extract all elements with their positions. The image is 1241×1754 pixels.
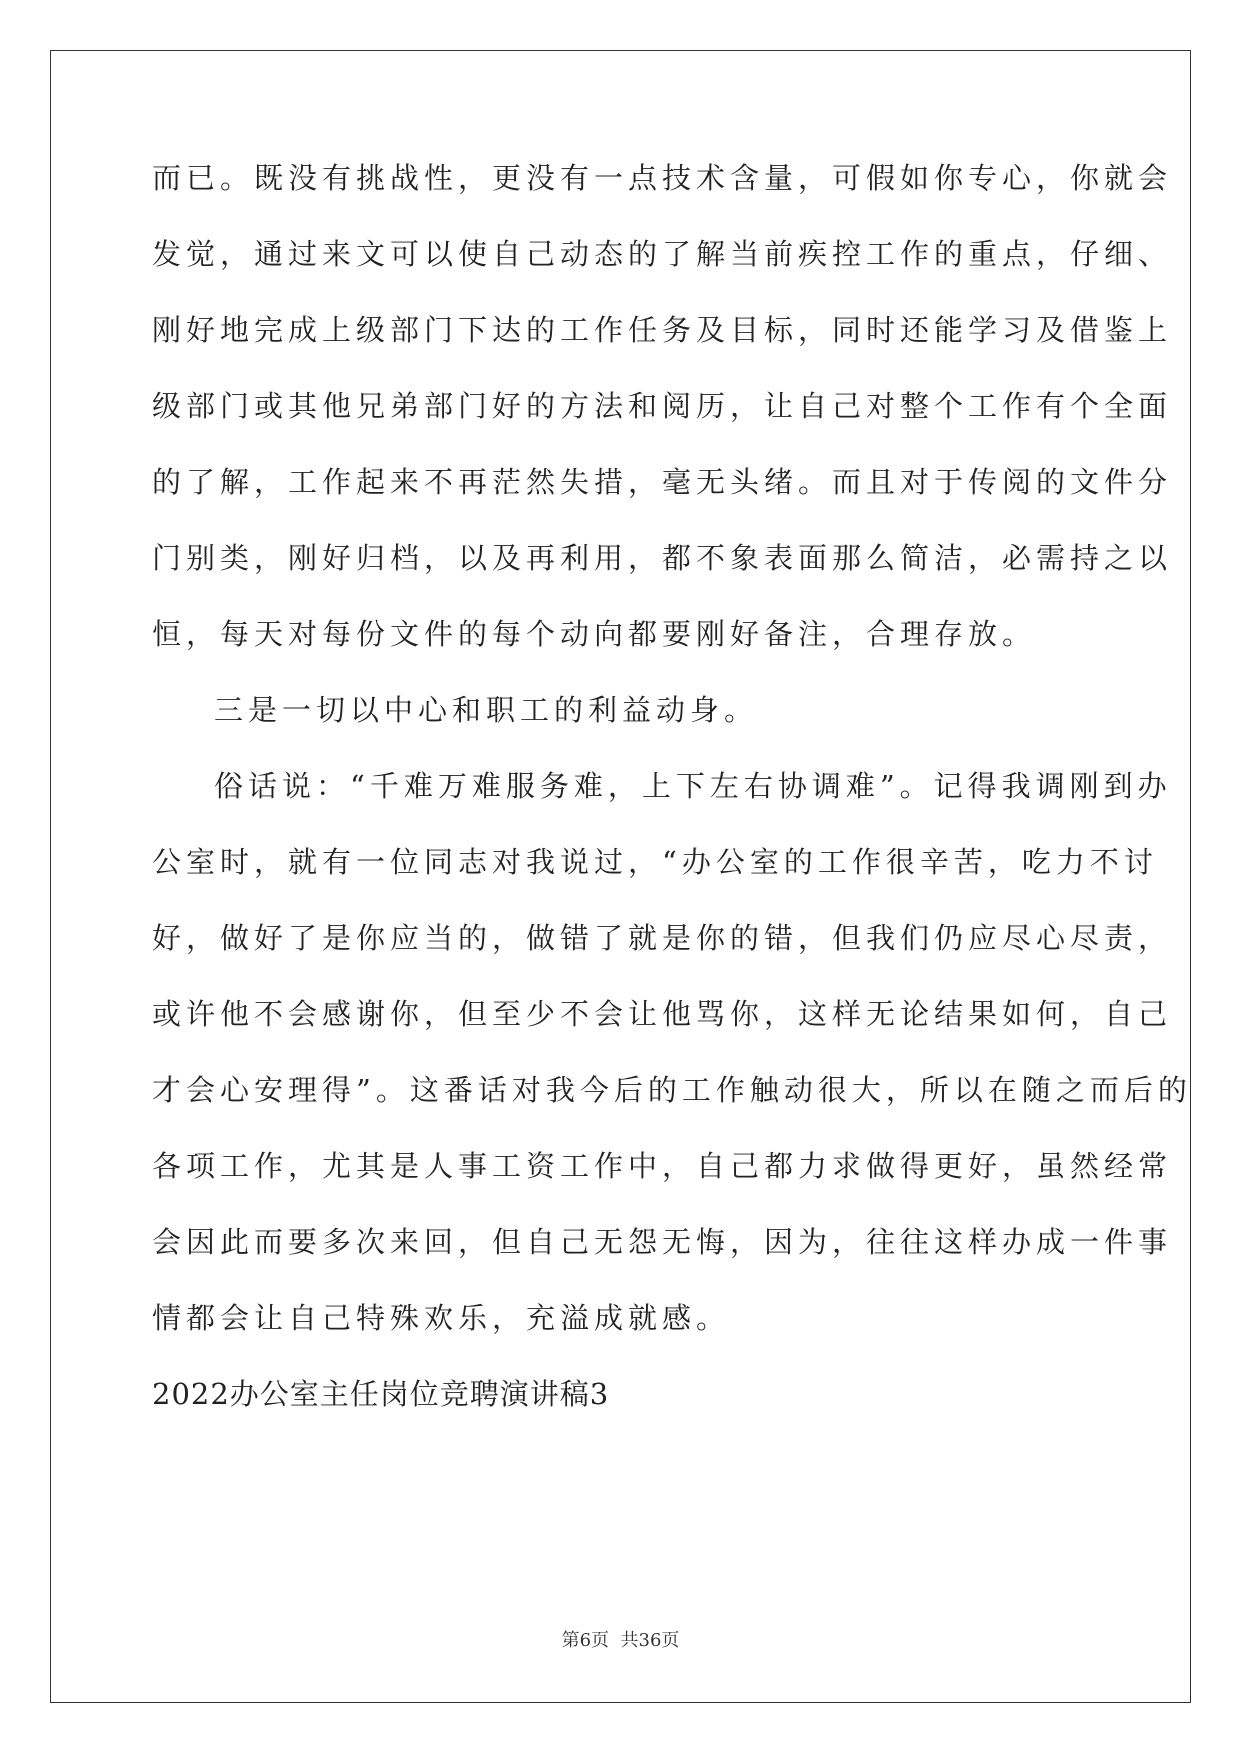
- section-point-line: 三是一切以中心和职工的利益动身。: [214, 693, 759, 727]
- paragraph-line: 级部门或其他兄弟部门好的方法和阅历，让自己对整个工作有个全面: [152, 389, 1173, 423]
- paragraph-line: 公室时，就有一位同志对我说过，“办公室的工作很辛苦，吃力不讨: [152, 845, 1158, 879]
- paragraph-line: 会因此而要多次来回，但自己无怨无悔，因为，往往这样办成一件事: [152, 1225, 1173, 1259]
- paragraph-line: 门别类，刚好归档，以及再利用，都不象表面那么简洁，必需持之以: [152, 541, 1173, 575]
- paragraph-line: 情都会让自己特殊欢乐，充溢成就感。: [152, 1301, 731, 1335]
- document-body: [152, 161, 1192, 1454]
- paragraph-line: 发觉，通过来文可以使自己动态的了解当前疾控工作的重点，仔细、: [152, 237, 1173, 271]
- paragraph-line: 刚好地完成上级部门下达的工作任务及目标，同时还能学习及借鉴上: [152, 313, 1173, 347]
- paragraph-line: 恒，每天对每份文件的每个动向都要刚好备注，合理存放。: [152, 617, 1037, 651]
- section-heading: 2022办公室主任岗位竞聘演讲稿3: [152, 1377, 610, 1411]
- paragraph-line: 俗话说：“千难万难服务难，上下左右协调难”。记得我调刚到办: [214, 769, 1172, 803]
- paragraph-line: 好，做好了是你应当的，做错了就是你的错，但我们仍应尽心尽责，: [152, 921, 1173, 955]
- page-number-footer: 第6页 共36页: [561, 1630, 680, 1651]
- paragraph-line: 各项工作，尤其是人事工资工作中，自己都力求做得更好，虽然经常: [152, 1149, 1173, 1183]
- paragraph-line: 的了解，工作起来不再茫然失措，毫无头绪。而且对于传阅的文件分: [152, 465, 1173, 499]
- paragraph-line: 才会心安理得”。这番话对我今后的工作触动很大，所以在随之而后的: [152, 1073, 1192, 1107]
- paragraph-line: 或许他不会感谢你，但至少不会让他骂你，这样无论结果如何，自己: [152, 997, 1173, 1031]
- paragraph-line: 而已。既没有挑战性，更没有一点技术含量，可假如你专心，你就会: [152, 161, 1173, 195]
